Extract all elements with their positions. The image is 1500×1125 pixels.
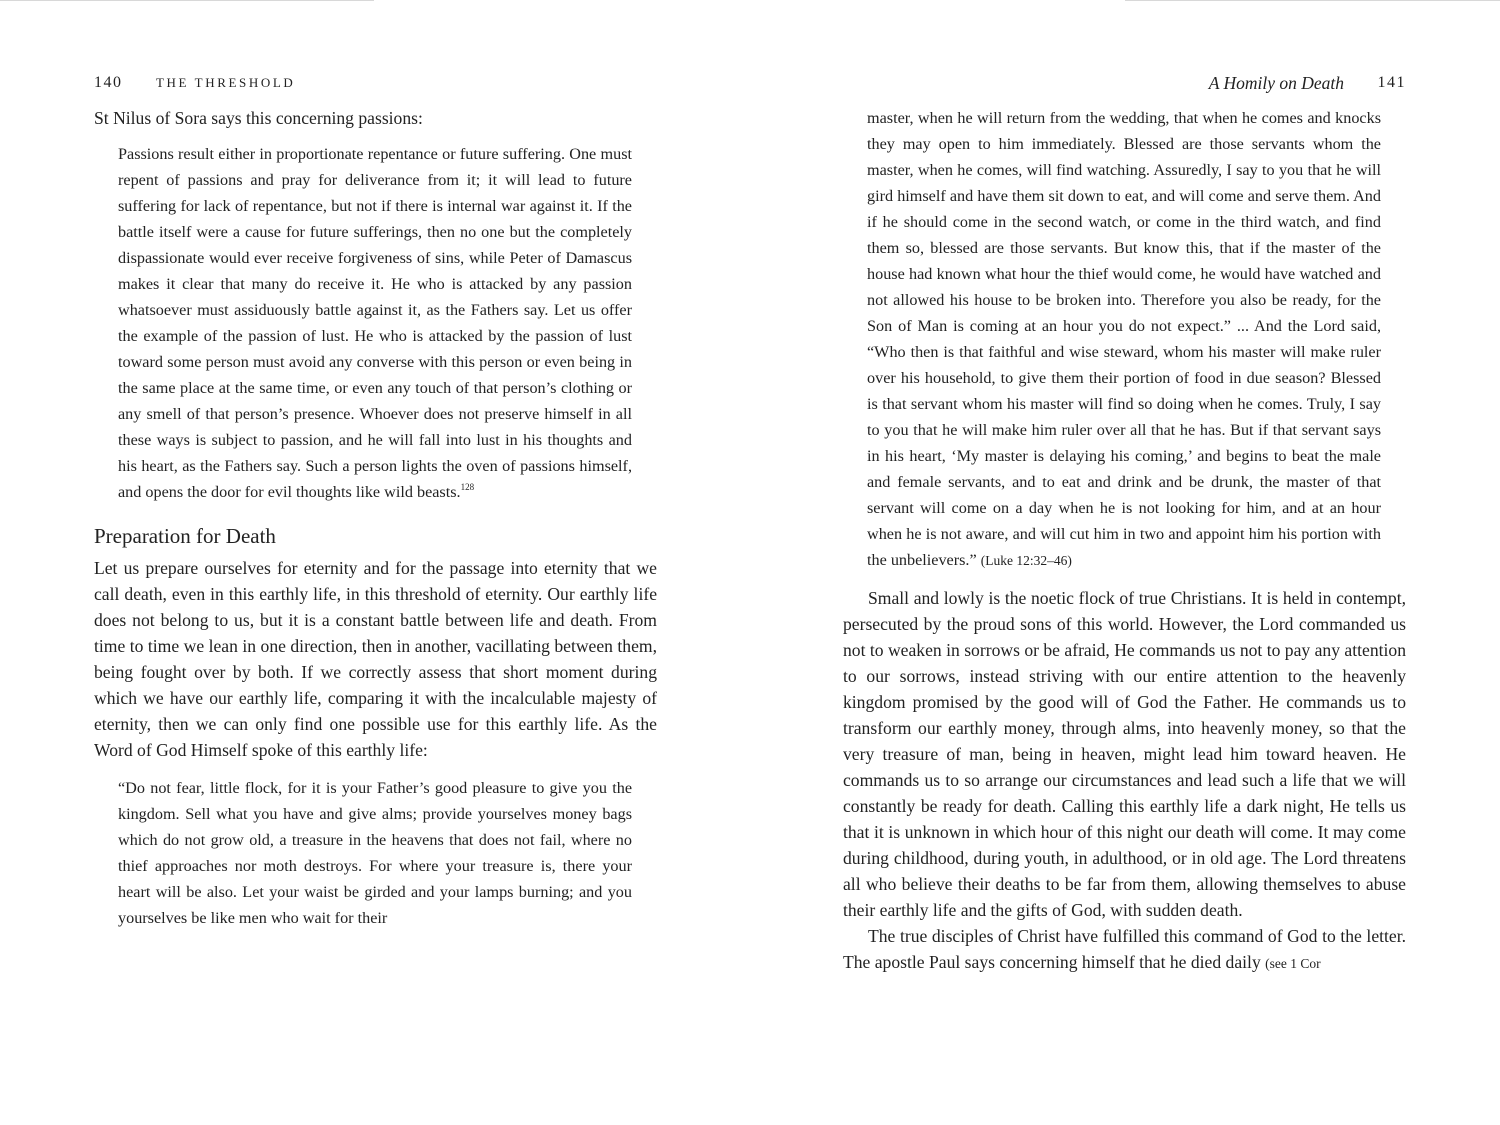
left-page-body xyxy=(94,105,657,931)
right-page xyxy=(843,0,1406,1125)
luke-quotation-continued-text: master, when he will return from the wedding, that when he comes and knocks they may open to him immediately. Blessed are those servants whom the master, when he comes, will find watching. Assuredly, I say to you that he will gird himself and have them sit down to eat, and will come and serve them. And if he should come in the second watch, or come in the third watch, and find them so, blessed are those servants. But know this, that if the master of the house had known what hour the thief would come, he would have watched and not allowed his house to be broken into. Therefore you also be ready, for the Son of Man is coming at an hour you do not expect.” ... And the Lord said, “Who then is that faithful and wise steward, whom his master will make ruler over his household, to give them their portion of food in due season? Blessed is that servant whom his master will find so doing when he comes. Truly, I say to you that he will make him ruler over all that he has. But if that servant says in his heart, ‘My master is delaying his coming,’ and begins to beat the male and female servants, and to eat and drink and be drunk, the master of that servant will come on a day when he is not looking for him, and at an hour when he is not aware, and will cut him in two and appoint him his portion with the unbelievers.” xyxy=(867,109,1381,569)
disciples-paragraph-text: The true disciples of Christ have fulfilled this command of God to the letter. The apostle Paul says concerning himself that he died daily xyxy=(843,926,1406,972)
footnote-reference: 128 xyxy=(460,482,475,492)
right-running-header xyxy=(843,74,1406,96)
nilus-quotation-text: Passions result either in proportionate repentance or future suffering. One must repent of passions and pray for deliverance from it; it will lead to future suffering for lack of repentance, but not if there is internal war against it. If the battle itself were a cause for future sufferings, then no one but the completely dispassionate would ever receive forgiveness of sins, while Peter of Damascus makes it clear that many do receive it. He who is attacked by any passion whatsoever must assiduously battle against it, as the Fathers say. Let us offer the example of the passion of lust. He who is attacked by the passion of lust toward some person must avoid any converse with this person or even being in the same place at the same time, or even any touch of that person’s clothing or any smell of that person’s presence. Whoever does not preserve himself in all these ways is subject to passion, and he will fall into lust in his thoughts and his heart, as the Fathers say. Such a person lights the oven of passions himself, and opens the door for evil thoughts like wild beasts. xyxy=(118,145,632,501)
preparation-paragraph: Let us prepare ourselves for eternity and for the passage into eternity that we call death, even in this earthly life, in this threshold of eternity. Our earthly life does not belong to us, but it is a constant battle between life and death. From time to time we lean in one direction, then in another, vacillating between them, being fought over by both. If we correctly assess that short moment during which we have our earthly life, comparing it with the incalculable majesty of eternity, then we can only find one possible use for this earthly life. As the Word of God Himself spoke of this earthly life: xyxy=(94,558,657,760)
right-page-number: 141 xyxy=(1377,74,1406,91)
left-running-title: THE THRESHOLD xyxy=(156,75,296,90)
left-running-header xyxy=(94,74,657,96)
flock-paragraph: Small and lowly is the noetic flock of true Christians. It is held in contempt, persecuted by the proud sons of this world. However, the Lord commanded us not to weaken in sorrows or be afraid, He commands us not to pay any attention to our sorrows, instead striving with our entire attention to the heavenly kingdom promised by the good will of God the Father. He commands us to transform our earthly money, through alms, into heavenly money, so that the very treasure of man, being in heaven, might lead him toward heaven. He commands us to so arrange our circumstances and lead such a life that we will constantly be ready for death. Calling this earthly life a dark night, He tells us that it is unknown in which hour of this night our death will come. It may come during childhood, during youth, in adulthood, or in old age. The Lord threatens all who believe their deaths to be far from them, allowing themselves to abuse their earthly life and the gifts of God, with sudden death. xyxy=(843,588,1406,920)
luke-quotation-continued xyxy=(843,105,1406,574)
nilus-quotation xyxy=(94,141,657,505)
corinthians-citation: (see 1 Cor xyxy=(1265,956,1321,971)
intro-paragraph: St Nilus of Sora says this concerning passions: xyxy=(94,108,423,128)
right-page-body xyxy=(843,105,1406,977)
section-heading: Preparation for Death xyxy=(94,524,276,548)
left-page xyxy=(94,0,657,1125)
luke-quotation: “Do not fear, little flock, for it is your Father’s good pleasure to give you the kingdom. Sell what you have and give alms; provide yourselves money bags which do not grow old, a treasure in the heavens that does not fail, where no thief approaches nor moth destroys. For where your treasure is, there your heart will be also. Let your waist be girded and your lamps burning; and you yourselves be like men who wait for their xyxy=(118,779,632,927)
right-running-title: A Homily on Death xyxy=(1208,73,1344,93)
luke-citation: (Luke 12:32–46) xyxy=(980,553,1072,568)
disciples-paragraph xyxy=(843,923,1406,977)
left-page-number: 140 xyxy=(94,74,123,91)
